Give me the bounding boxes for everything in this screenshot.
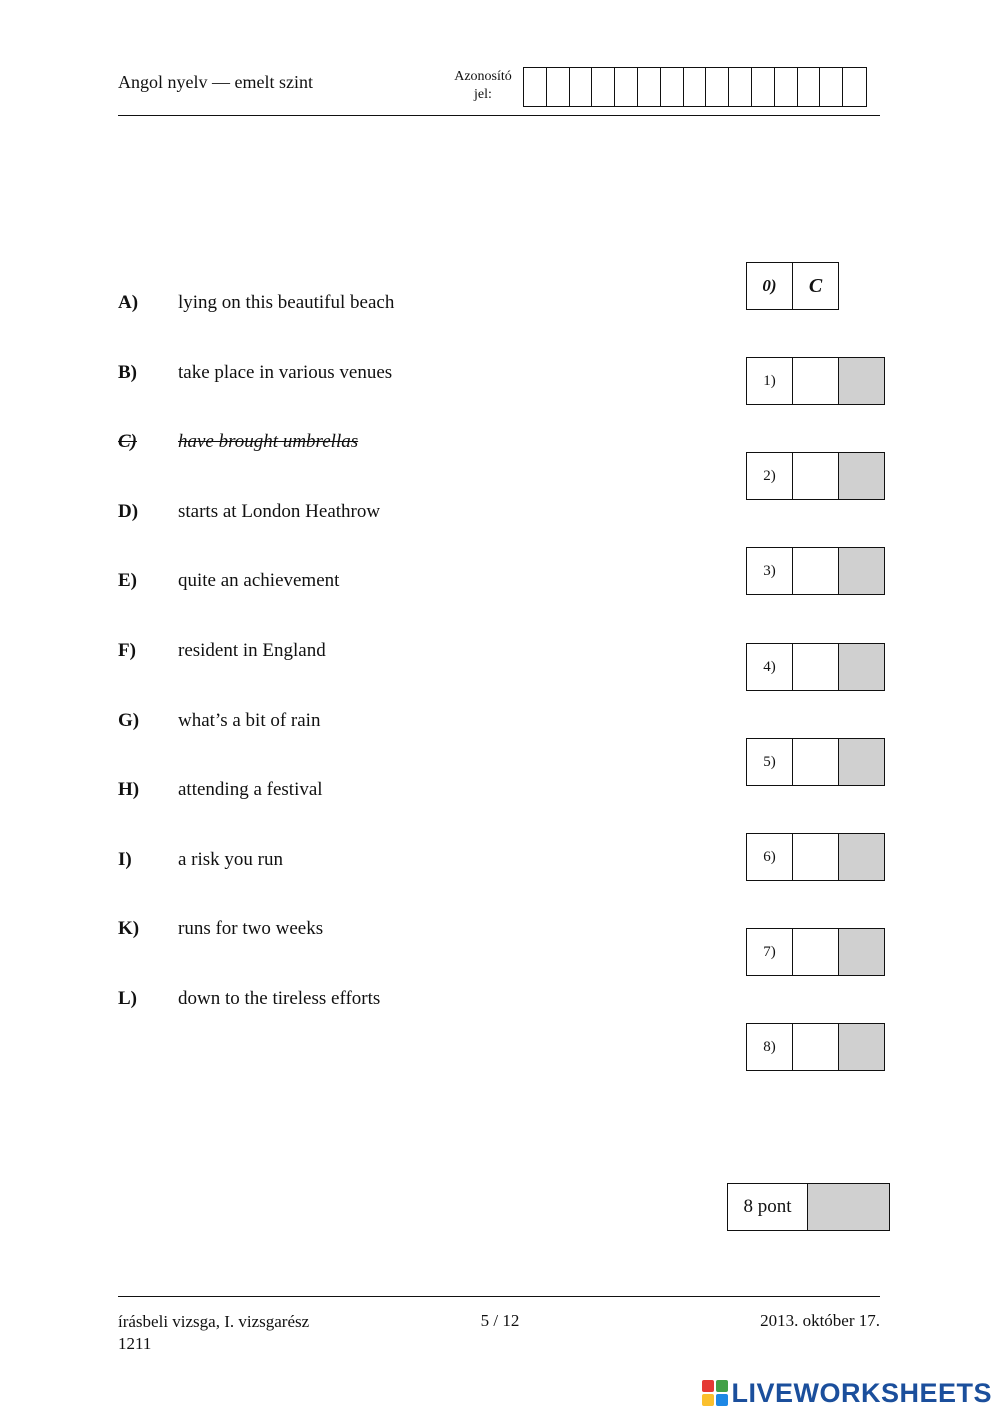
- id-code-box[interactable]: [752, 68, 775, 106]
- id-code-box[interactable]: [570, 68, 593, 106]
- answer-score-cell: [838, 547, 885, 595]
- answer-input[interactable]: [792, 357, 839, 405]
- id-label-line2: jel:: [474, 87, 492, 102]
- option-letter: E): [118, 570, 137, 591]
- option-text: lying on this beautiful beach: [178, 292, 395, 313]
- logo-square: [702, 1394, 714, 1406]
- answer-label: 2): [746, 452, 793, 500]
- option-text: starts at London Heathrow: [178, 501, 381, 522]
- answer-label: 5): [746, 738, 793, 786]
- answer-box: [746, 738, 885, 786]
- answer-label: 3): [746, 547, 793, 595]
- footer-divider: [118, 1296, 880, 1297]
- answer-score-cell: [838, 357, 885, 405]
- option-letter: K): [118, 918, 140, 939]
- option-letter: C): [118, 431, 137, 452]
- answer-score-cell: [838, 1023, 885, 1071]
- answer-box: [746, 452, 885, 500]
- exam-date: 2013. október 17.: [760, 1311, 880, 1330]
- id-code-box[interactable]: [592, 68, 615, 106]
- option-text: attending a festival: [178, 779, 323, 800]
- option-letter: D): [118, 501, 139, 522]
- answer-label: 8): [746, 1023, 793, 1071]
- id-code-boxes[interactable]: [523, 67, 867, 107]
- answer-input[interactable]: [792, 1023, 839, 1071]
- option-text: take place in various venues: [178, 362, 393, 383]
- example-answer-box: [746, 262, 839, 310]
- answer-input[interactable]: [792, 738, 839, 786]
- answer-score-cell: [838, 928, 885, 976]
- option-text: what’s a bit of rain: [178, 710, 321, 731]
- answer-box: [746, 357, 885, 405]
- option-letter: B): [118, 362, 137, 383]
- option-letter: F): [118, 640, 136, 661]
- option-text: a risk you run: [178, 849, 284, 870]
- id-code-box[interactable]: [547, 68, 570, 106]
- answer-box: [746, 643, 885, 691]
- answer-box: [746, 547, 885, 595]
- answer-label: 7): [746, 928, 793, 976]
- answer-box: [746, 928, 885, 976]
- id-code-box[interactable]: [684, 68, 707, 106]
- option-letter: A): [118, 292, 139, 313]
- answer-score-cell: [838, 833, 885, 881]
- id-label: [446, 68, 520, 104]
- option-text: have brought umbrellas: [178, 431, 359, 452]
- option-text: resident in England: [178, 640, 326, 661]
- footer-left: [118, 1311, 309, 1355]
- id-code-box[interactable]: [843, 68, 866, 106]
- footer-code: 1211: [118, 1334, 152, 1353]
- option-text: down to the tireless efforts: [178, 988, 381, 1009]
- option-letter: L): [118, 988, 137, 1009]
- id-code-box[interactable]: [524, 68, 547, 106]
- id-code-box[interactable]: [775, 68, 798, 106]
- score-label: 8 pont: [727, 1183, 808, 1231]
- id-code-box[interactable]: [615, 68, 638, 106]
- score-box: [727, 1183, 890, 1231]
- page-number: 5 / 12: [480, 1311, 520, 1330]
- answer-score-cell: [838, 452, 885, 500]
- answer-box: [746, 833, 885, 881]
- answer-input[interactable]: [792, 547, 839, 595]
- id-code-box[interactable]: [706, 68, 729, 106]
- answer-box: [746, 1023, 885, 1071]
- option-letter: H): [118, 779, 140, 800]
- example-value: C: [792, 262, 839, 310]
- answer-score-cell: [838, 738, 885, 786]
- header-divider: [118, 115, 880, 116]
- logo-square: [702, 1380, 714, 1392]
- liveworksheets-logo-icon: [702, 1380, 728, 1406]
- answer-score-cell: [838, 643, 885, 691]
- id-code-box[interactable]: [820, 68, 843, 106]
- id-code-box[interactable]: [798, 68, 821, 106]
- id-code-box[interactable]: [638, 68, 661, 106]
- option-letter: I): [118, 849, 132, 870]
- exam-title: Angol nyelv — emelt szint: [118, 72, 313, 92]
- option-text: runs for two weeks: [178, 918, 324, 939]
- id-code-box[interactable]: [729, 68, 752, 106]
- example-label: 0): [746, 262, 793, 310]
- watermark-text: LIVEWORKSHEETS: [731, 1377, 992, 1408]
- answer-label: 6): [746, 833, 793, 881]
- answer-input[interactable]: [792, 643, 839, 691]
- liveworksheets-watermark: [702, 1375, 992, 1411]
- answer-label: 1): [746, 357, 793, 405]
- logo-square: [716, 1394, 728, 1406]
- option-letter: G): [118, 710, 140, 731]
- answer-input[interactable]: [792, 452, 839, 500]
- answer-input[interactable]: [792, 833, 839, 881]
- id-label-line1: Azonosító: [454, 69, 512, 84]
- score-value-cell: [808, 1183, 890, 1231]
- id-code-box[interactable]: [661, 68, 684, 106]
- option-text: quite an achievement: [178, 570, 340, 591]
- logo-square: [716, 1380, 728, 1392]
- answer-input[interactable]: [792, 928, 839, 976]
- answer-label: 4): [746, 643, 793, 691]
- footer-exam-part: írásbeli vizsga, I. vizsgarész: [118, 1312, 310, 1331]
